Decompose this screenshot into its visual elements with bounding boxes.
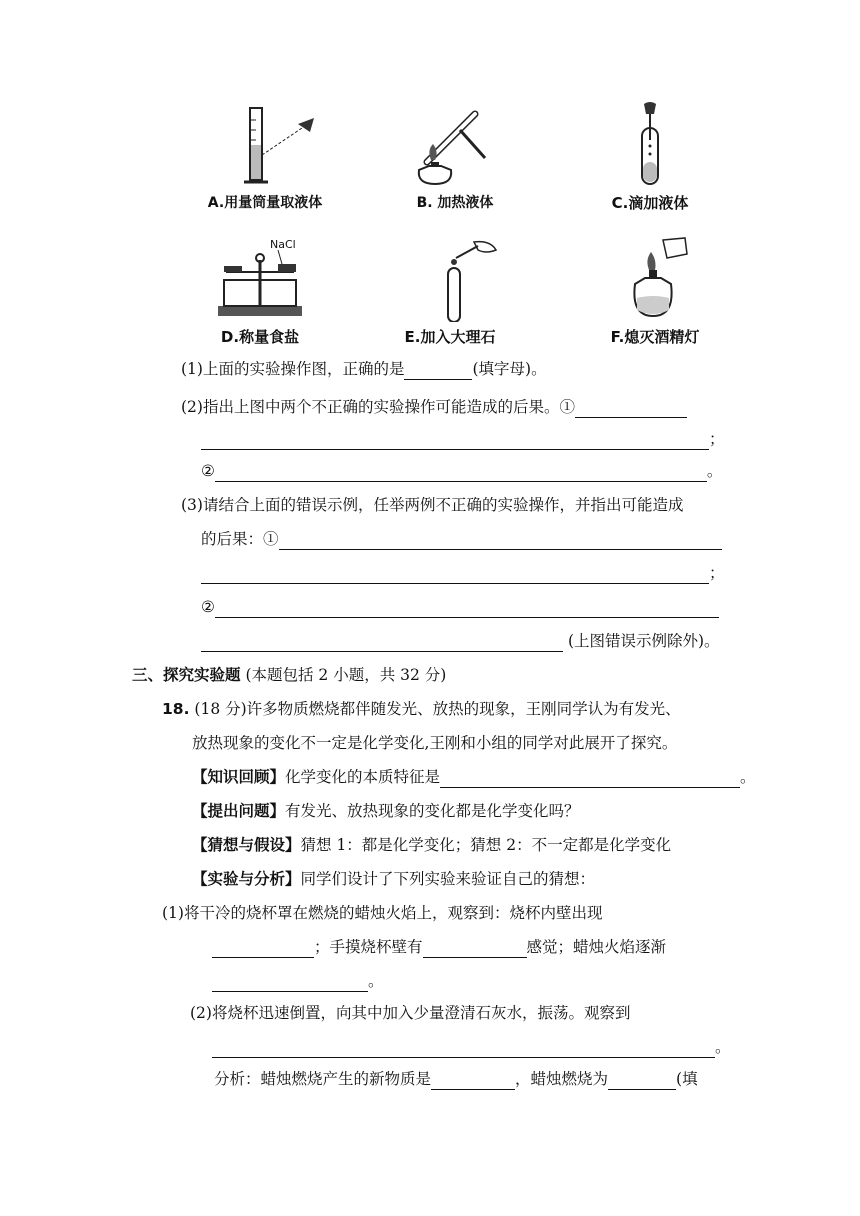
- q3-blank-2b: [201, 635, 563, 652]
- q3-line-2: 的后果：①: [201, 528, 722, 550]
- caption-e: E.加入大理石: [404, 328, 496, 346]
- q3-blank-1a: [279, 533, 722, 550]
- figure-b: [400, 100, 510, 212]
- q2-blank-1b: [201, 433, 709, 450]
- dropper-icon: [620, 100, 680, 188]
- caption-c: C.滴加液体: [611, 194, 689, 212]
- q2-line: (2)指出上图中两个不正确的实验操作可能造成的后果。①: [181, 396, 687, 418]
- hypothesis: 【猜想与假设】猜想 1：都是化学变化；猜想 2：不一定都是化学变化: [192, 836, 672, 854]
- q1-line: (1)上面的实验操作图，正确的是 (填字母)。: [181, 360, 547, 378]
- knowledge-review: 【知识回顾】化学变化的本质特征是 。: [192, 768, 756, 786]
- experiment-analysis: 【实验与分析】同学们设计了下列实验来验证自己的猜想：: [192, 870, 596, 888]
- q3-line: (3)请结合上面的错误示例，任举两例不正确的实验操作，并指出可能造成: [181, 496, 684, 514]
- q18-intro-1: 18. (18 分)许多物质燃烧都伴随发光、放热的现象，王刚同学认为有发光、: [162, 700, 681, 718]
- caption-a: A.用量筒量取液体: [207, 195, 323, 211]
- caption-b: B. 加热液体: [416, 195, 494, 211]
- step-1-line-1: (1)将干冷的烧杯罩在燃烧的蜡烛火焰上，观察到：烧杯内壁出现: [162, 904, 603, 922]
- step-1-line-2: ；手摸烧杯壁有 感觉；蜡烛火焰逐渐: [212, 936, 666, 958]
- step-2-blank: [212, 1041, 715, 1058]
- section-3-heading: 三、探究实验题 (本题包括 2 小题，共 32 分): [132, 666, 447, 684]
- step-1-line-3: 。: [212, 970, 384, 992]
- nacl-label: NaCl: [270, 238, 296, 251]
- step-2-line-2: 。: [212, 1036, 731, 1058]
- q18-intro-2: 放热现象的变化不一定是化学变化,王刚和小组的同学对此展开了探究。: [192, 734, 678, 752]
- analysis-line: 分析：蜡烛燃烧产生的新物质是 ，蜡烛燃烧为 (填: [214, 1070, 698, 1088]
- caption-f: F.熄灭酒精灯: [610, 328, 700, 346]
- q1-blank: [404, 363, 472, 380]
- figure-d: [190, 236, 330, 347]
- figure-c: [595, 100, 705, 213]
- figure-f: [585, 236, 725, 347]
- q3-blank-2a: [215, 601, 719, 618]
- q2-blank-1a: [575, 401, 687, 418]
- knowledge-blank: [440, 771, 740, 788]
- q3-line-5: (上图错误示例除外)。: [201, 630, 720, 652]
- q2-blank-2: [215, 465, 707, 482]
- analysis-blank-a: [431, 1073, 515, 1090]
- balance-scale-icon: [210, 236, 310, 322]
- step-1-blank-a: [212, 941, 314, 958]
- caption-d: D.称量食盐: [220, 328, 300, 346]
- q3-blank-1b: [201, 567, 709, 584]
- q3-line-3: ；: [201, 562, 725, 584]
- alcohol-lamp-icon: [605, 236, 705, 322]
- step-2-line-1: (2)将烧杯迅速倒置，向其中加入少量澄清石灰水，振荡。观察到: [190, 1004, 631, 1022]
- step-1-blank-b: [423, 941, 527, 958]
- tongs-test-tube-icon: [400, 236, 500, 322]
- heating-test-tube-icon: [405, 100, 505, 188]
- analysis-blank-b: [608, 1073, 676, 1090]
- q2-line-2: ；: [201, 428, 725, 450]
- graduated-cylinder-icon: [210, 100, 320, 188]
- step-1-blank-c: [212, 975, 368, 992]
- q3-line-4: ②: [201, 596, 719, 618]
- figure-e: [380, 236, 520, 347]
- q2-line-3: ② 。: [201, 462, 723, 480]
- figure-a: [195, 100, 335, 212]
- raise-question: 【提出问题】有发光、放热现象的变化都是化学变化吗？: [192, 802, 580, 820]
